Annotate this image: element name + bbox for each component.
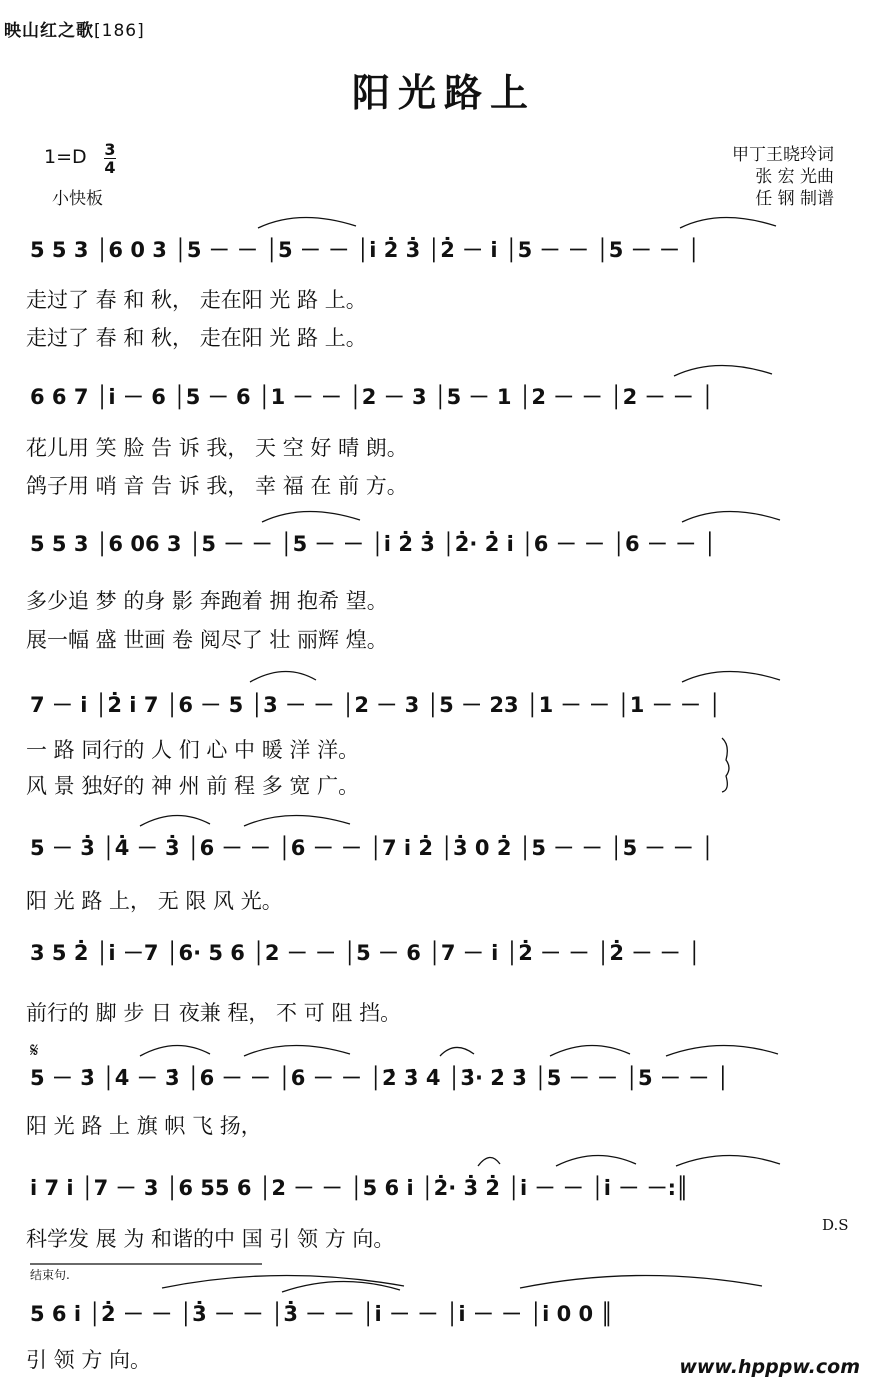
slur <box>682 511 780 522</box>
lyric-line-5: 阳 光 路 上， 无 限 风 光。 <box>26 889 283 913</box>
notation-line-6: 3 5 2̇ │i̇ －7 │6· 5 6 │2 － － │5 － 6 │7 － i̇ │2̇ － － │2̇ － － │ <box>30 941 701 965</box>
lyric-line-1a: 走过了 春 和 秋， 走在阳 光 路 上。 <box>26 288 367 312</box>
lyric-line-2a: 花儿用 笑 脸 告 诉 我， 天 空 好 晴 朗。 <box>26 436 408 460</box>
slur <box>556 1155 636 1166</box>
notation-line-7: 5 － 3̇ │4̇ － 3̇ │6 － － │6 － － │2̇ 3̇ 4̇ │3̇· 2̇ 3̇ │5 － － │5 － － │ <box>30 1066 730 1090</box>
slur <box>140 815 210 826</box>
tempo-marking: 小快板 <box>52 189 103 209</box>
slur <box>682 671 780 682</box>
lyric-line-1b: 走过了 春 和 秋， 走在阳 光 路 上。 <box>26 326 367 350</box>
notation-line-4: 7 － i̇ │2̇ i̇ 7 │6 － 5 │3 － － │2 － 3 │5 － 23 │1 － － │1 － － │ <box>30 693 721 717</box>
slur <box>262 511 360 522</box>
slur <box>666 1045 778 1056</box>
lyric-line-7: 阳 光 路 上 旗 帜 飞 扬， <box>26 1114 262 1138</box>
series-number: [186] <box>94 21 145 41</box>
footer-watermark: www.hpppw.com <box>679 1356 860 1378</box>
key-signature: 1=D <box>44 146 87 168</box>
slur <box>478 1157 500 1166</box>
page-title: 阳光路上 <box>351 70 536 115</box>
slur <box>162 1275 404 1288</box>
credit-music: 张 宏 光曲 <box>755 167 834 187</box>
lyric-line-6: 前行的 脚 步 日 夜兼 程， 不 可 阻 挡。 <box>26 1001 402 1025</box>
credit-score: 任 钢 制谱 <box>755 189 834 209</box>
brace <box>722 738 729 792</box>
slur <box>676 1155 780 1166</box>
notation-line-5: 5 － 3̇ │4̇ － 3̇ │6 － － │6 － － │7 i̇ 2̇ │3̇ 0 2̇ │5 － － │5 － － │ <box>30 836 714 860</box>
slur <box>140 1045 210 1056</box>
ending-label: 结束句. <box>30 1268 70 1282</box>
lyric-line-8: 科学发 展 为 和谐的中 国 引 领 方 向。 <box>26 1227 395 1251</box>
slur <box>550 1045 630 1056</box>
notation-line-8: i̇ 7 i̇ │7 － 3 │6 55 6 │2 － － │5 6 i̇ │2̇· 3̇ 2̇ │i̇ － － │i̇ － －:║ <box>30 1176 689 1200</box>
slur <box>680 217 776 228</box>
notation-line-1: 5 5 3 │6 0 3 │5 － － │5 － － │i̇ 2̇ 3̇ │2̇ － i̇ │5 － － │5 － － │ <box>30 238 700 262</box>
slur <box>440 1047 474 1056</box>
time-signature: 3 4 <box>104 140 116 177</box>
lyric-line-3a: 多少追 梦 的身 影 奔跑着 拥 抱希 望。 <box>26 589 388 613</box>
notation-line-2: 6 6 7 │i̇ － 6 │5 － 6 │1 － － │2 － 3 │5 － 1 │2 － － │2 － － │ <box>30 385 714 409</box>
lyric-line-4b: 风 景 独好的 神 州 前 程 多 宽 广。 <box>26 774 360 798</box>
lyric-line-3b: 展一幅 盛 世画 卷 阅尽了 壮 丽辉 煌。 <box>26 628 388 652</box>
segno-sign: 𝄋 <box>30 1038 39 1062</box>
slur <box>258 217 356 228</box>
slur <box>244 1045 350 1056</box>
series-label: 映山红之歌[186] <box>4 21 145 41</box>
slur <box>244 815 350 826</box>
slur <box>674 365 772 376</box>
ds-marking: D.S <box>822 1216 849 1234</box>
notation-line-9: 5 6 i̇ │2̇ － － │3̇ － － │3̇ － － │i̇ － － │i̇ － － │i̇ 0 0 ║ <box>30 1302 614 1326</box>
notation-line-3: 5 5 3 │6 06 3 │5 － － │5 － － │i̇ 2̇ 3̇ │2̇· 2̇ i̇ │6 － － │6 － － │ <box>30 532 717 556</box>
lyric-line-2b: 鸽子用 哨 音 告 诉 我， 幸 福 在 前 方。 <box>26 474 408 498</box>
credit-lyrics: 甲丁王晓玲词 <box>732 145 834 165</box>
slur <box>520 1275 762 1288</box>
slur <box>250 671 316 682</box>
lyric-line-9: 引 领 方 向。 <box>26 1348 152 1372</box>
lyric-line-4a: 一 路 同行的 人 们 心 中 暖 洋 洋。 <box>26 738 360 762</box>
